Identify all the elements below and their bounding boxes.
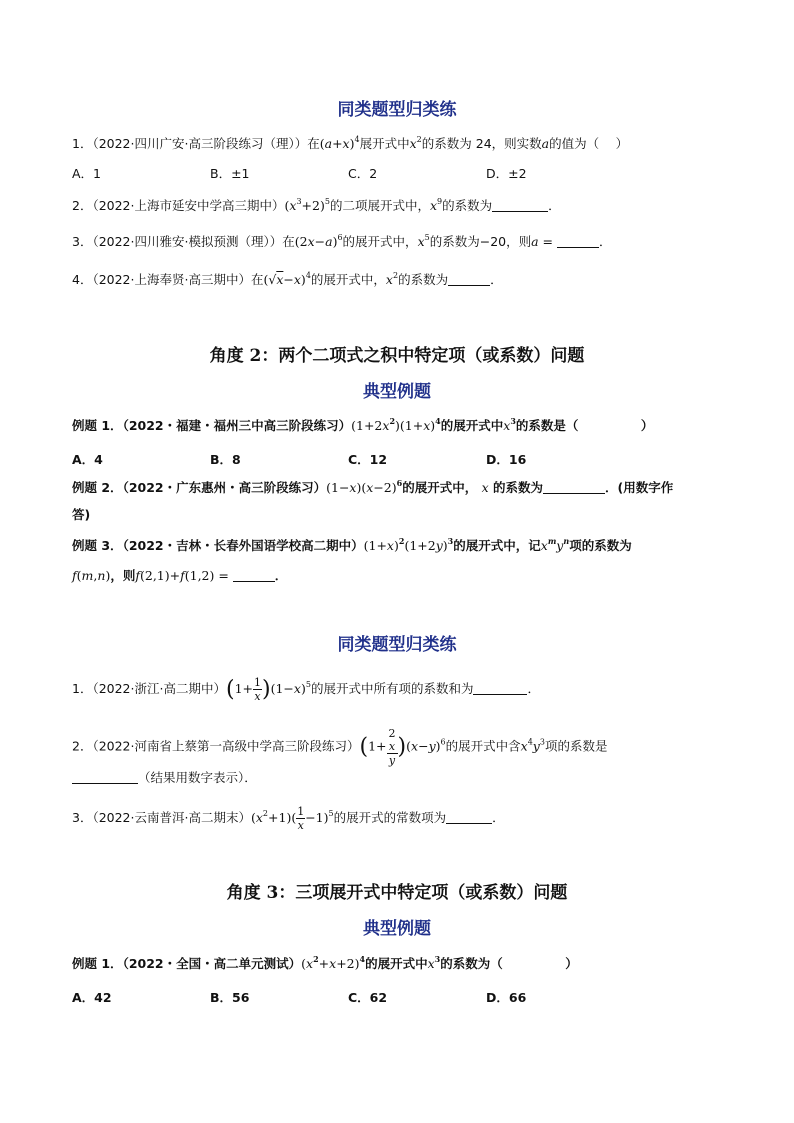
typical-examples-title: 典型例题 bbox=[363, 382, 431, 402]
answer-blank[interactable] bbox=[557, 235, 599, 248]
option-d[interactable]: D．16 bbox=[486, 452, 527, 467]
option-a[interactable]: A．1 bbox=[72, 166, 102, 181]
option-b[interactable]: B．8 bbox=[210, 452, 241, 467]
option-a[interactable]: A．42 bbox=[72, 990, 112, 1005]
option-c[interactable]: C．2 bbox=[348, 166, 378, 181]
question-3: 3．（2022·云南普洱·高二期末）$(x^2+1)$( $\frac{1}{x}$ −1)$^5$的展开式的常数项为 ． bbox=[72, 805, 505, 832]
answer-blank[interactable] bbox=[492, 199, 548, 212]
example-1: 例题 1．（2022・全国・高二单元测试）$(x^2+x+2)^4$的展开式中$x^3$的系数为（ ） bbox=[72, 954, 578, 971]
answer-blank[interactable] bbox=[446, 811, 492, 824]
typical-examples-title: 典型例题 bbox=[363, 919, 431, 939]
example-3-continued: f(m,n)，则f(2,1)+f(1,2) = ． bbox=[72, 568, 288, 583]
answer-blank[interactable] bbox=[543, 481, 605, 494]
option-d[interactable]: D．±2 bbox=[486, 166, 527, 181]
option-b[interactable]: B．56 bbox=[210, 990, 250, 1005]
example-2-continued: 答) bbox=[72, 507, 91, 522]
section-title: 同类题型归类练 bbox=[337, 635, 457, 655]
example-2: 例题 2．（2022・广东惠州・高三阶段练习）$(1-x)(x-2)^6$的展开式中， x 的系数为 ．(用数字作 bbox=[72, 478, 674, 495]
angle-2-title: 角度 2：两个二项式之积中特定项（或系数）问题 bbox=[209, 346, 585, 366]
question-1: 1．（2022·四川广安·高三阶段练习（理））在$(a+x)^4$展开式中$x^2$的系数为 24，则实数a的值为（ ） bbox=[72, 135, 629, 151]
question-2: 2．（2022·上海市延安中学高三期中）$(x^3+2)^5$的二项展开式中，$x^9$的系数为 ． bbox=[72, 197, 561, 213]
option-d[interactable]: D．66 bbox=[486, 990, 527, 1005]
question-1: 1．（2022·浙江·高二期中）(1+ $\frac{1}{x}$ )$(1-x)^5$的展开式中所有项的系数和为 ． bbox=[72, 676, 540, 703]
section-title: 同类题型归类练 bbox=[337, 100, 457, 120]
question-4: 4．（2022·上海奉贤·高三期中）在$(√x-x)^4$的展开式中，$x^2$的系数为 ． bbox=[72, 271, 503, 287]
question-2: 2．（2022·河南省上蔡第一高级中学高三阶段练习）(1+ 2 x y )$(x-y)^6$的展开式中含$x^4y^3$项的系数是 bbox=[72, 727, 608, 767]
example-3: 例题 3．（2022・吉林・长春外国语学校高二期中）$(1+x)^2(1+2y)^3$的展开式中，记$x^my^n$项的系数为 bbox=[72, 536, 632, 553]
answer-blank[interactable] bbox=[448, 273, 490, 286]
option-c[interactable]: C．12 bbox=[348, 452, 388, 467]
option-b[interactable]: B．±1 bbox=[210, 166, 250, 181]
question-3: 3．（2022·四川雅安·模拟预测（理））在$(2x-a)^6$的展开式中，$x^5$的系数为−20，则a = ． bbox=[72, 233, 612, 249]
angle-3-title: 角度 3：三项展开式中特定项（或系数）问题 bbox=[226, 883, 568, 903]
answer-blank[interactable] bbox=[72, 771, 138, 784]
option-c[interactable]: C．62 bbox=[348, 990, 388, 1005]
answer-blank[interactable] bbox=[473, 682, 527, 695]
answer-blank[interactable] bbox=[233, 569, 275, 582]
question-2-continued: （结果用数字表示）． bbox=[72, 768, 257, 786]
example-1: 例题 1．（2022・福建・福州三中高三阶段练习）$(1+2x^2)(1+x)^4$的展开式中$x^3$的系数是（ ） bbox=[72, 416, 654, 433]
option-a[interactable]: A．4 bbox=[72, 452, 103, 467]
